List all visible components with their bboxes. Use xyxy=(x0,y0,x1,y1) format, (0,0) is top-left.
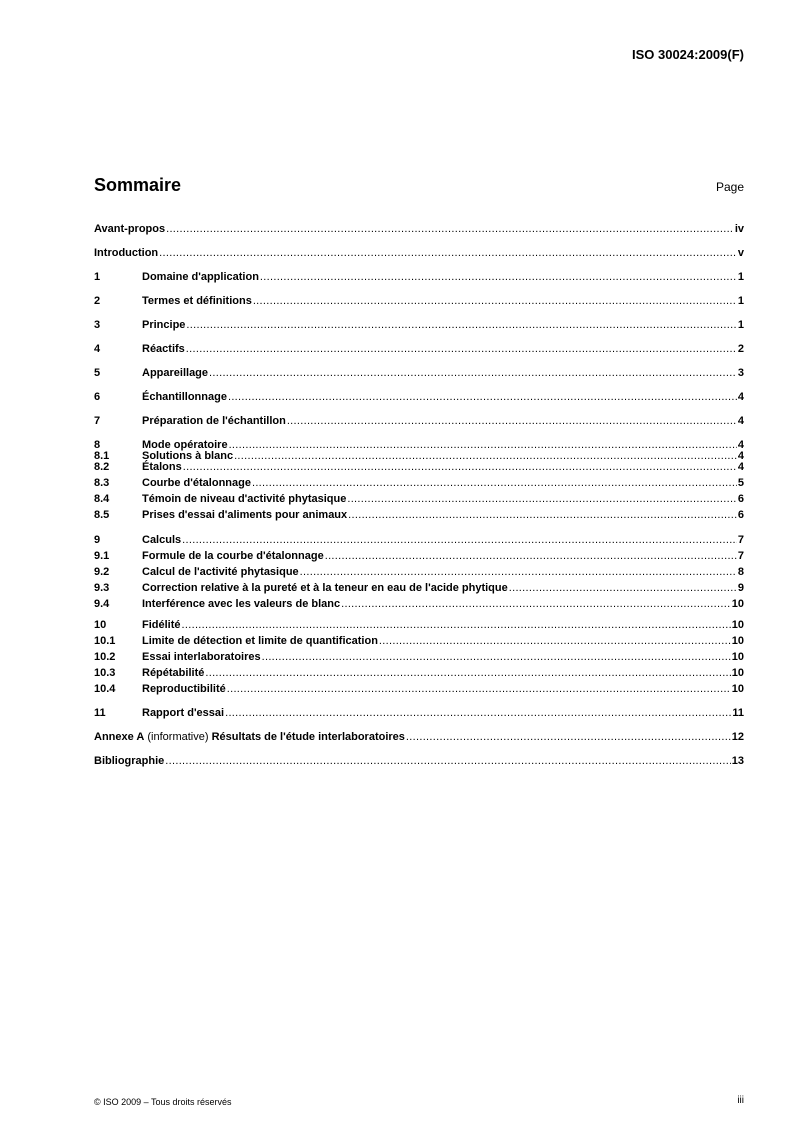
toc-dot-leader xyxy=(186,344,737,355)
toc-dot-leader xyxy=(287,416,737,427)
toc-dot-leader xyxy=(209,368,737,379)
toc-entry-page: 6 xyxy=(737,493,744,505)
toc-entry-title: Préparation de l'échantillon xyxy=(142,415,286,427)
toc-dot-leader xyxy=(347,494,737,505)
toc-entry-title: Avant-propos xyxy=(94,223,166,235)
footer-page-number: iii xyxy=(737,1095,744,1106)
toc-entry-page: 4 xyxy=(737,439,744,451)
toc-entry[interactable] xyxy=(94,599,744,610)
toc-entry[interactable] xyxy=(94,451,744,462)
toc-entry-title: Courbe d'étalonnage xyxy=(142,477,251,489)
toc-entry-page: 10 xyxy=(731,635,744,647)
toc-entry[interactable] xyxy=(94,567,744,578)
toc-entry-page: 12 xyxy=(731,731,744,743)
toc-entry-title: Calcul de l'activité phytasique xyxy=(142,566,299,578)
toc-entry[interactable] xyxy=(94,756,744,767)
page-title: Sommaire xyxy=(94,175,182,195)
toc-dot-leader xyxy=(252,478,737,489)
toc-entry[interactable] xyxy=(94,551,744,562)
toc-dot-leader xyxy=(253,296,737,307)
toc-dot-leader xyxy=(348,510,737,521)
toc-entry-title: Interférence avec les valeurs de blanc xyxy=(142,598,341,610)
toc-entry-page: 10 xyxy=(731,651,744,663)
toc-entry[interactable] xyxy=(94,535,744,546)
toc-entry-number: 9.2 xyxy=(94,566,110,578)
toc-entry[interactable] xyxy=(94,320,744,331)
toc-entry-page: 5 xyxy=(737,477,744,489)
toc-entry[interactable] xyxy=(94,494,744,505)
toc-entry-page: 11 xyxy=(732,707,744,719)
toc-dot-leader xyxy=(225,708,731,719)
toc-entry-page: 9 xyxy=(737,582,744,594)
toc-entry-number: 10.1 xyxy=(94,635,116,647)
toc-entry-page: 7 xyxy=(737,534,744,546)
toc-entry-number: 4 xyxy=(94,343,101,355)
toc-entry-title: Limite de détection et limite de quantification xyxy=(142,635,378,647)
toc-entry-title: Introduction xyxy=(94,247,159,259)
toc-dot-leader xyxy=(182,620,731,631)
toc-entry-number: 8.2 xyxy=(94,461,110,473)
toc-entry-number: 8.5 xyxy=(94,509,110,521)
page-column-label: Page xyxy=(715,180,744,194)
toc-entry-number: 7 xyxy=(94,415,101,427)
toc-entry-number: 10.4 xyxy=(94,683,116,695)
toc-entry-page: 10 xyxy=(731,619,744,631)
toc-entry-page: 10 xyxy=(731,598,744,610)
toc-entry-page: iv xyxy=(734,223,744,235)
toc-dot-leader xyxy=(186,320,736,331)
toc-entry-number: 5 xyxy=(94,367,101,379)
toc-entry-title: Appareillage xyxy=(142,367,209,379)
toc-entry-page: 4 xyxy=(737,450,744,462)
toc-entry-number: 9.3 xyxy=(94,582,110,594)
toc-entry-page: 13 xyxy=(731,755,744,767)
toc-entry-number: 10.2 xyxy=(94,651,116,663)
toc-entry-number: 2 xyxy=(94,295,101,307)
document-reference: ISO 30024:2009(F) xyxy=(631,47,744,62)
toc-entry-title: Termes et définitions xyxy=(142,295,252,307)
toc-entry-title: Échantillonnage xyxy=(142,391,227,403)
toc-entry[interactable] xyxy=(94,478,744,489)
toc-entry-title: Prises d'essai d'aliments pour animaux xyxy=(142,509,348,521)
footer-copyright: © ISO 2009 – Tous droits réservés xyxy=(94,1097,232,1107)
toc-entry-number: 8.1 xyxy=(94,450,110,462)
toc-entry-title: Formule de la courbe d'étalonnage xyxy=(142,550,324,562)
toc-annex-title: Résultats de l'étude interlaboratoires xyxy=(211,731,405,743)
toc-dot-leader xyxy=(227,684,731,695)
toc-dot-leader xyxy=(166,224,734,235)
toc-entry-title: Reproductibilité xyxy=(142,683,226,695)
toc-entry[interactable] xyxy=(94,416,744,427)
toc-entry-number: 11 xyxy=(94,707,106,719)
toc-entry-number: 10 xyxy=(94,619,107,631)
toc-entry[interactable] xyxy=(94,620,744,631)
toc-entry[interactable] xyxy=(94,462,744,473)
toc-entry[interactable] xyxy=(94,296,744,307)
toc-entry-title: Rapport d'essai xyxy=(142,707,225,719)
toc-dot-leader xyxy=(205,668,730,679)
toc-entry[interactable] xyxy=(94,583,744,594)
toc-entry[interactable] xyxy=(94,392,744,403)
toc-entry-page: 1 xyxy=(737,295,744,307)
toc-entry-title: Fidélité xyxy=(142,619,181,631)
toc-entry-page: 6 xyxy=(737,509,744,521)
toc-entry[interactable] xyxy=(94,668,744,679)
toc-entry-number: 3 xyxy=(94,319,101,331)
toc-entry-page: 4 xyxy=(737,391,744,403)
toc-dot-leader xyxy=(260,272,737,283)
toc-dot-leader xyxy=(159,248,737,259)
toc-entry[interactable] xyxy=(94,344,744,355)
toc-entry-title: Témoin de niveau d'activité phytasique xyxy=(142,493,347,505)
toc-dot-leader xyxy=(229,440,737,451)
toc-entry-title xyxy=(94,732,405,743)
toc-entry[interactable] xyxy=(94,652,744,663)
toc-entry-page: 3 xyxy=(737,367,744,379)
toc-entry[interactable] xyxy=(94,368,744,379)
toc-entry-page: 8 xyxy=(737,566,744,578)
toc-entry-title: Calculs xyxy=(142,534,182,546)
toc-entry-title: Domaine d'application xyxy=(142,271,259,283)
toc-entry-title: Bibliographie xyxy=(94,755,165,767)
toc-entry-page: v xyxy=(737,247,744,259)
toc-entry[interactable] xyxy=(94,224,744,235)
toc-dot-leader xyxy=(228,392,737,403)
toc-entry[interactable] xyxy=(94,510,744,521)
toc-dot-leader xyxy=(182,535,737,546)
toc-entry-title: Mode opératoire xyxy=(142,439,228,451)
toc-entry-number: 1 xyxy=(94,271,101,283)
toc-annex-label: Annexe A xyxy=(94,731,145,743)
toc-dot-leader xyxy=(165,756,730,767)
toc-entry[interactable] xyxy=(94,708,744,719)
toc-entry[interactable] xyxy=(94,636,744,647)
toc-dot-leader xyxy=(509,583,737,594)
toc-entry-page: 4 xyxy=(737,415,744,427)
toc-entry[interactable] xyxy=(94,684,744,695)
toc-dot-leader xyxy=(300,567,737,578)
toc-entry-title: Correction relative à la pureté et à la teneur en eau de l'acide phytique xyxy=(142,582,508,594)
toc-entry-page: 10 xyxy=(731,667,744,679)
toc-dot-leader xyxy=(341,599,731,610)
toc-dot-leader xyxy=(183,462,737,473)
toc-entry-title: Essai interlaboratoires xyxy=(142,651,261,663)
toc-entry-title: Étalons xyxy=(142,461,182,473)
toc-entry-number: 10.3 xyxy=(94,667,116,679)
toc-entry-number: 8 xyxy=(94,439,101,451)
toc-annex-type: (informative) xyxy=(144,731,212,743)
toc-entry-number: 6 xyxy=(94,391,101,403)
toc-entry-title: Réactifs xyxy=(142,343,185,355)
toc-entry[interactable] xyxy=(94,272,744,283)
toc-entry[interactable] xyxy=(94,732,744,743)
toc-entry-title: Principe xyxy=(142,319,186,331)
toc-dot-leader xyxy=(234,451,737,462)
toc-entry-number: 8.4 xyxy=(94,493,110,505)
toc-entry-page: 10 xyxy=(731,683,744,695)
toc-entry-number: 9.1 xyxy=(94,550,110,562)
toc-entry-page: 4 xyxy=(737,461,744,473)
toc-entry-page: 7 xyxy=(737,550,744,562)
toc-dot-leader xyxy=(325,551,737,562)
toc-entry-page: 1 xyxy=(737,271,744,283)
toc-entry-title: Répétabilité xyxy=(142,667,205,679)
toc-entry-number: 8.3 xyxy=(94,477,110,489)
toc-dot-leader xyxy=(406,732,731,743)
toc-dot-leader xyxy=(262,652,731,663)
toc-entry-title: Solutions à blanc xyxy=(142,450,234,462)
toc-entry[interactable] xyxy=(94,248,744,259)
toc-entry-number: 9.4 xyxy=(94,598,110,610)
toc-entry-page: 2 xyxy=(737,343,744,355)
toc-dot-leader xyxy=(379,636,731,647)
toc-entry-number: 9 xyxy=(94,534,101,546)
toc-entry-page: 1 xyxy=(737,319,744,331)
